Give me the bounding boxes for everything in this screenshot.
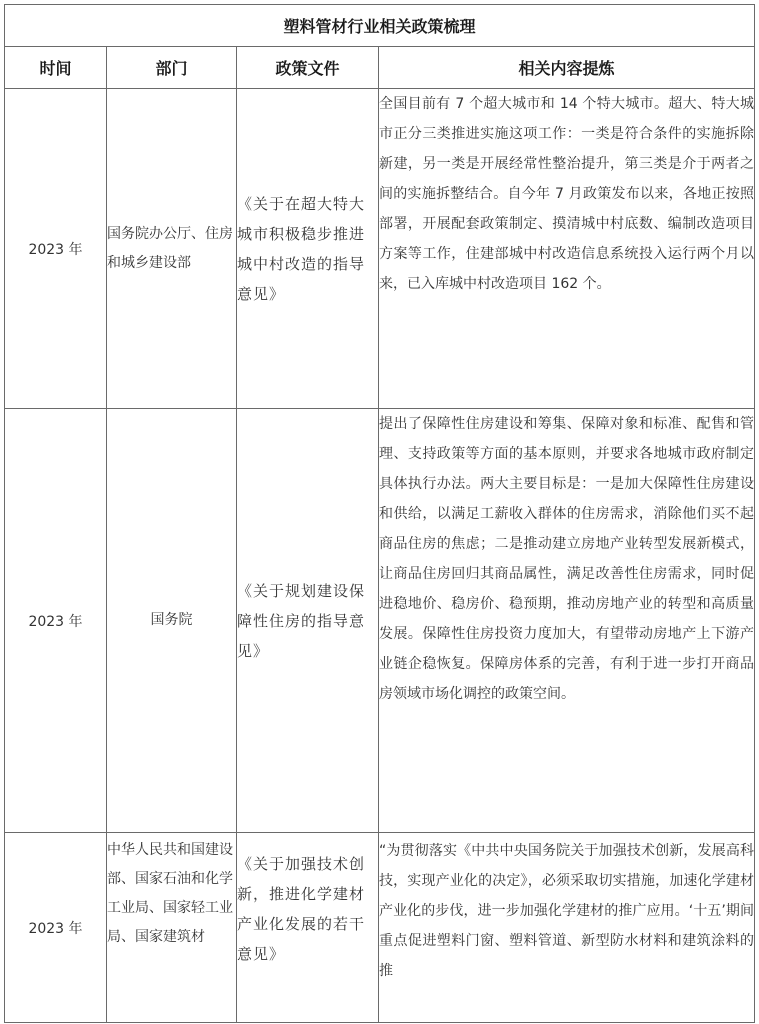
cell-content: 全国目前有 7 个超大城市和 14 个特大城市。超大、特大城市正分三类推进实施这项工作：一类是符合条件的实施拆除新建，另一类是开展经常性整治提升，第三类是介于两者之间的实施拆整结合。自今年 7 月政策发布以来，各地正按照部署，开展配套政策制定、摸清城中村底数、编制改造项目方案等工作，住建部城中村改造信息系统投入运行两个月以来，已入库城中村改造项目 162 个。	[379, 89, 755, 409]
table-title: 塑料管材行业相关政策梳理	[5, 5, 755, 47]
cell-department: 国务院	[107, 409, 237, 833]
title-row	[5, 5, 755, 47]
cell-document: 《关于规划建设保障性住房的指导意见》	[237, 409, 379, 833]
header-department: 部门	[107, 47, 237, 89]
header-content: 相关内容提炼	[379, 47, 755, 89]
cell-department: 国务院办公厅、住房和城乡建设部	[107, 89, 237, 409]
cell-document: 《关于加强技术创新，推进化学建材产业化发展的若干意见》	[237, 833, 379, 1023]
cell-time: 2023 年	[5, 409, 107, 833]
policy-table	[4, 4, 755, 1023]
cell-document: 《关于在超大特大城市积极稳步推进城中村改造的指导意见》	[237, 89, 379, 409]
table-row	[5, 409, 755, 833]
cell-content: 提出了保障性住房建设和筹集、保障对象和标准、配售和管理、支持政策等方面的基本原则，并要求各地城市政府制定具体执行办法。两大主要目标是：一是加大保障性住房建设和供给，以满足工薪收入群体的住房需求，消除他们买不起商品住房的焦虑；二是推动建立房地产业转型发展新模式，让商品住房回归其商品属性，满足改善性住房需求，同时促进稳地价、稳房价、稳预期，推动房地产业的转型和高质量发展。保障性住房投资力度加大，有望带动房地产上下游产业链企稳恢复。保障房体系的完善，有利于进一步打开商品房领域市场化调控的政策空间。	[379, 409, 755, 833]
table-row	[5, 833, 755, 1023]
header-row	[5, 47, 755, 89]
header-time: 时间	[5, 47, 107, 89]
table-row	[5, 89, 755, 409]
cell-department: 中华人民共和国建设部、国家石油和化学工业局、国家轻工业局、国家建筑材	[107, 833, 237, 1023]
cell-content: “为贯彻落实《中共中央国务院关于加强技术创新，发展高科技，实现产业化的决定》，必须采取切实措施，加速化学建材产业化的步伐，进一步加强化学建材的推广应用。‘十五’期间重点促进塑料门窗、塑料管道、新型防水材料和建筑涂料的推	[379, 833, 755, 1023]
cell-time: 2023 年	[5, 89, 107, 409]
cell-time: 2023 年	[5, 833, 107, 1023]
header-document: 政策文件	[237, 47, 379, 89]
